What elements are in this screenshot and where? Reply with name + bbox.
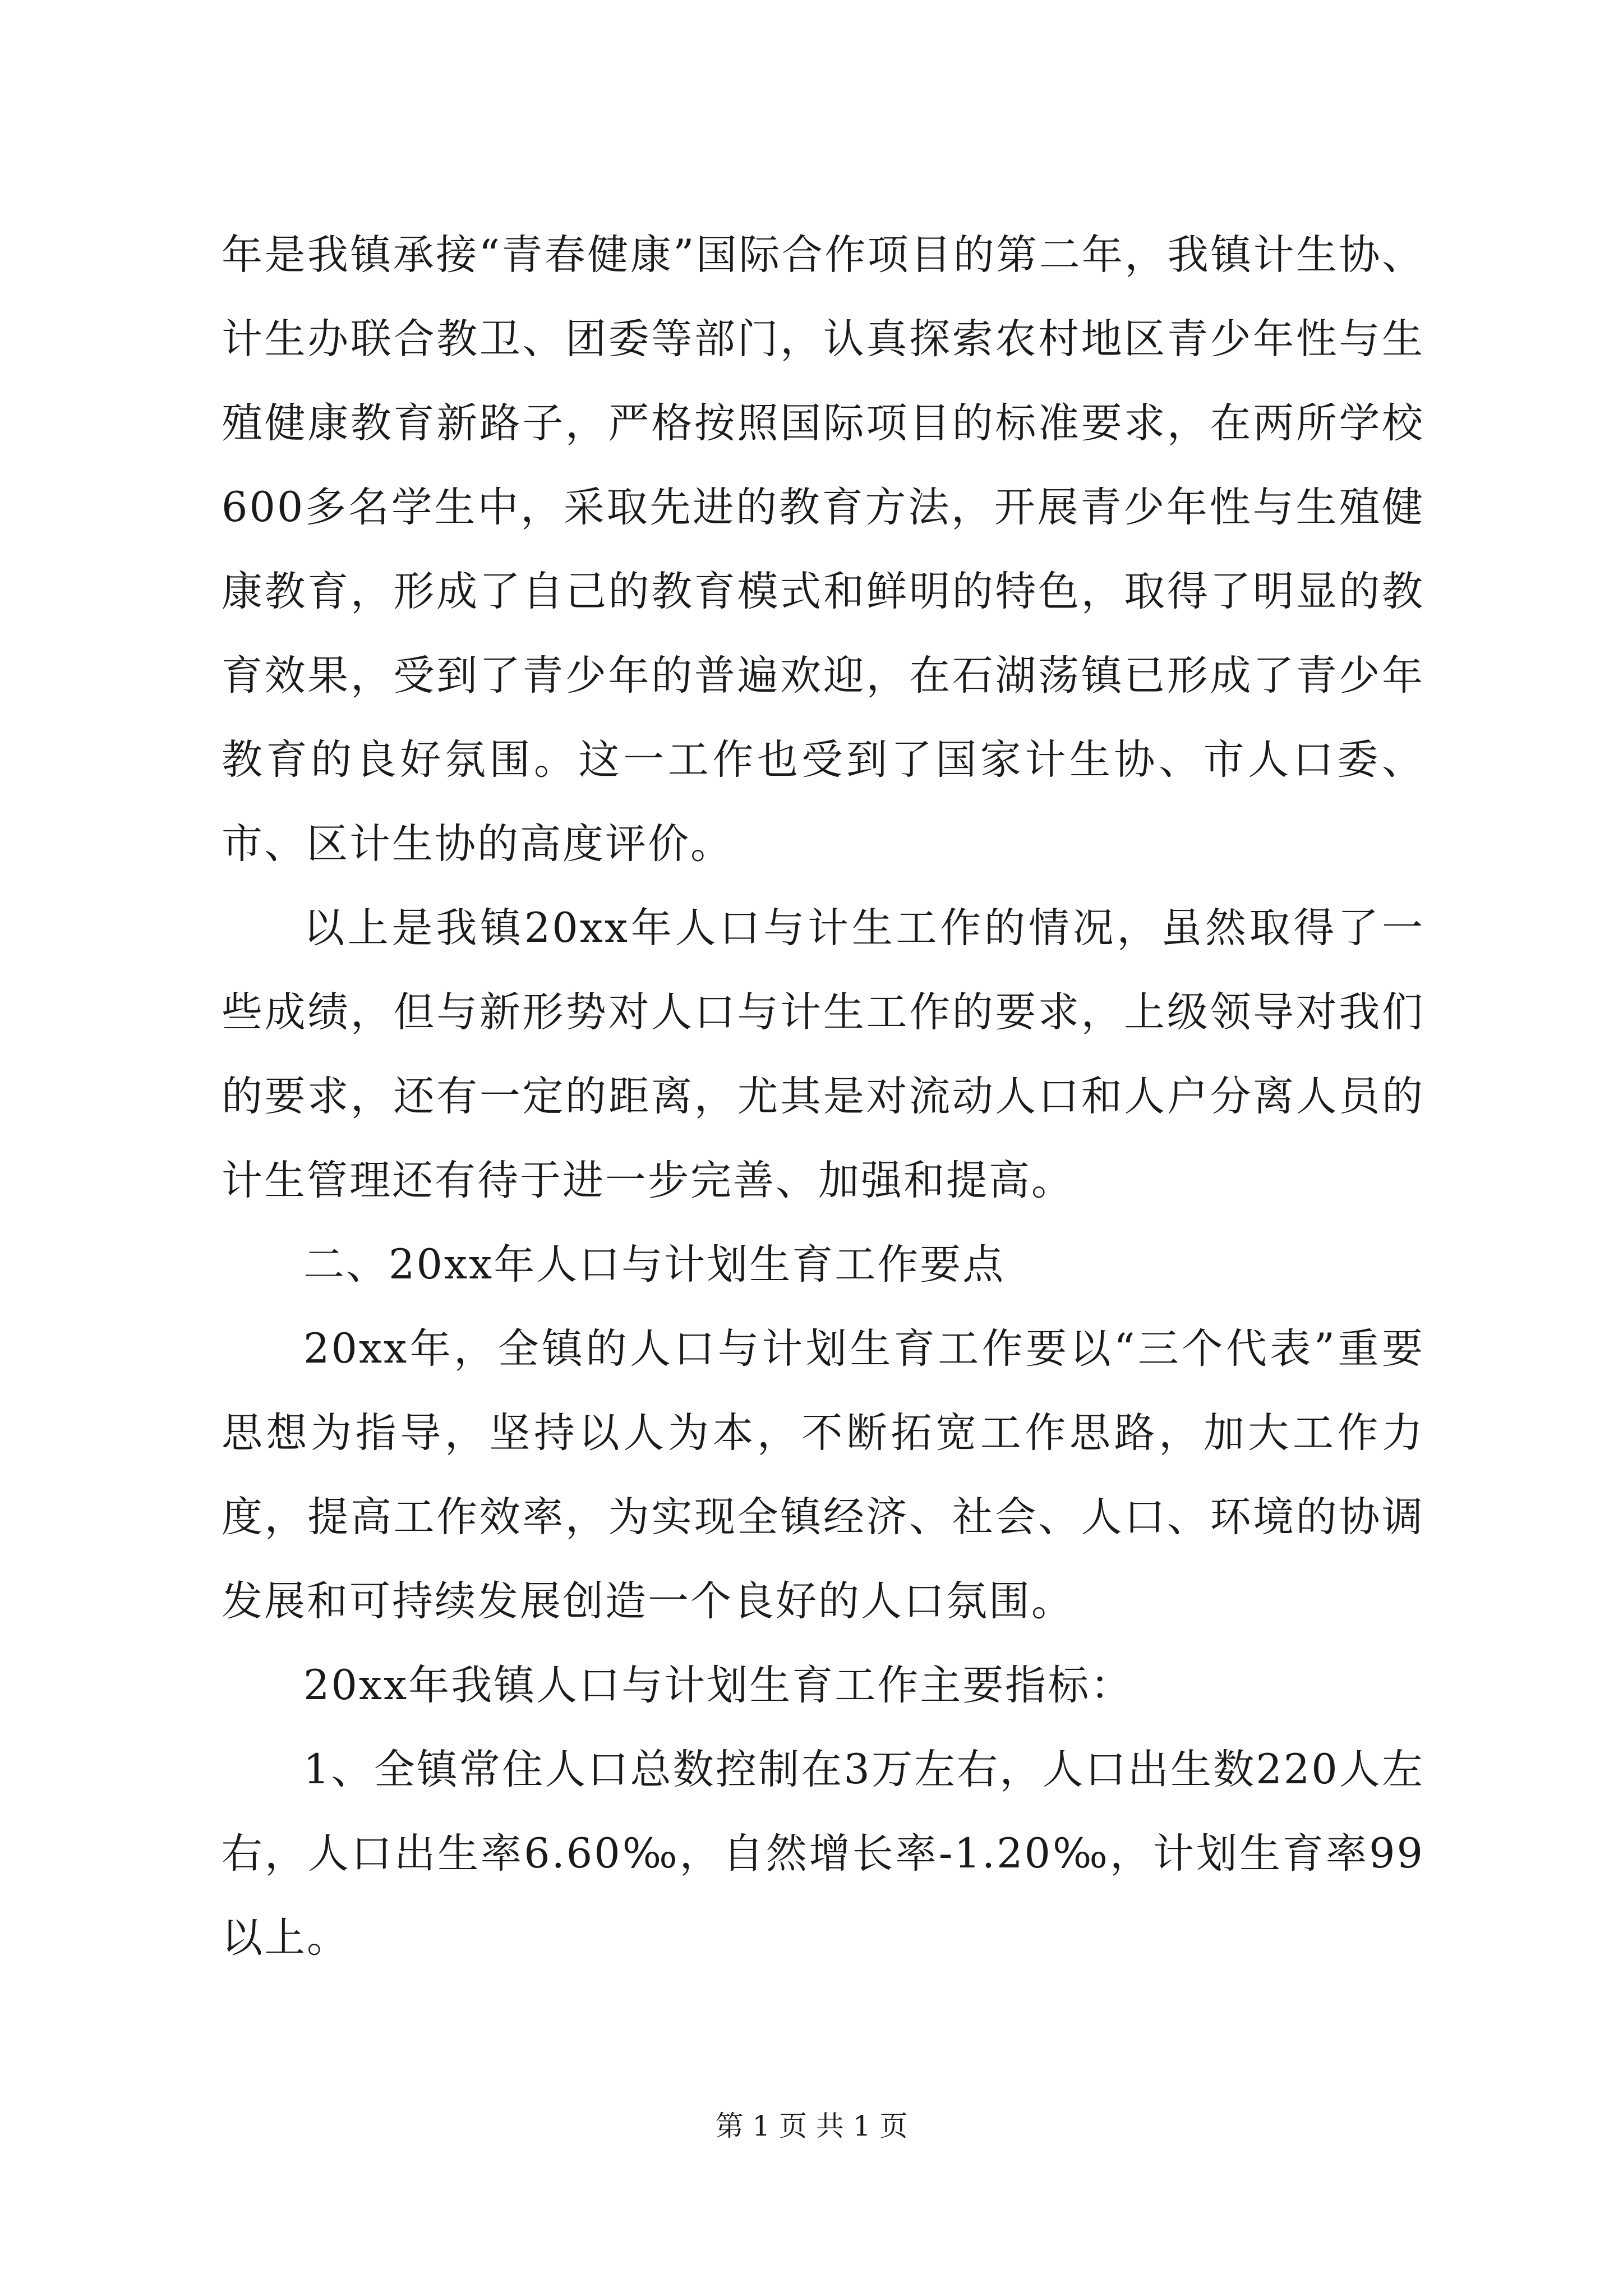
- paragraph-summary: 以上是我镇20xx年人口与计生工作的情况，虽然取得了一些成绩，但与新形势对人口与计生工作的要求，上级领导对我们的要求，还有一定的距离，尤其是对流动人口和人户分离人员的计生管理还有待于进一步完善、加强和提高。: [222, 904, 1424, 1204]
- paragraph-indicators-intro: 20xx年我镇人口与计划生育工作主要指标：: [303, 1662, 1133, 1709]
- paragraph-indicator-1: 1、全镇常住人口总数控制在3万左右，人口出生数220人左右，人口出生率6.60‰，自然增长率-1.20‰，计划生育率99以上。: [222, 1746, 1424, 1962]
- page-number-footer: 第 1 页 共 1 页: [715, 2110, 908, 2142]
- document-body: [222, 213, 1424, 1980]
- section-heading: 二、20xx年人口与计划生育工作要点: [303, 1241, 1006, 1289]
- paragraph-guiding-principle: 20xx年，全镇的人口与计划生育工作要以“三个代表”重要思想为指导，坚持以人为本，不断拓宽工作思路，加大工作力度，提高工作效率，为实现全镇经济、社会、人口、环境的协调发展和可持续发展创造一个良好的人口氛围。: [222, 1325, 1424, 1625]
- paragraph-youth-health-project: 年是我镇承接“青春健康”国际合作项目的第二年，我镇计生协、计生办联合教卫、团委等部门，认真探索农村地区青少年性与生殖健康教育新路子，严格按照国际项目的标准要求，在两所学校600多名学生中，采取先进的教育方法，开展青少年性与生殖健康教育，形成了自己的教育模式和鲜明的特色，取得了明显的教育效果，受到了青少年的普遍欢迎，在石湖荡镇已形成了青少年教育的良好氛围。这一工作也受到了国家计生协、市人口委、市、区计生协的高度评价。: [222, 231, 1424, 868]
